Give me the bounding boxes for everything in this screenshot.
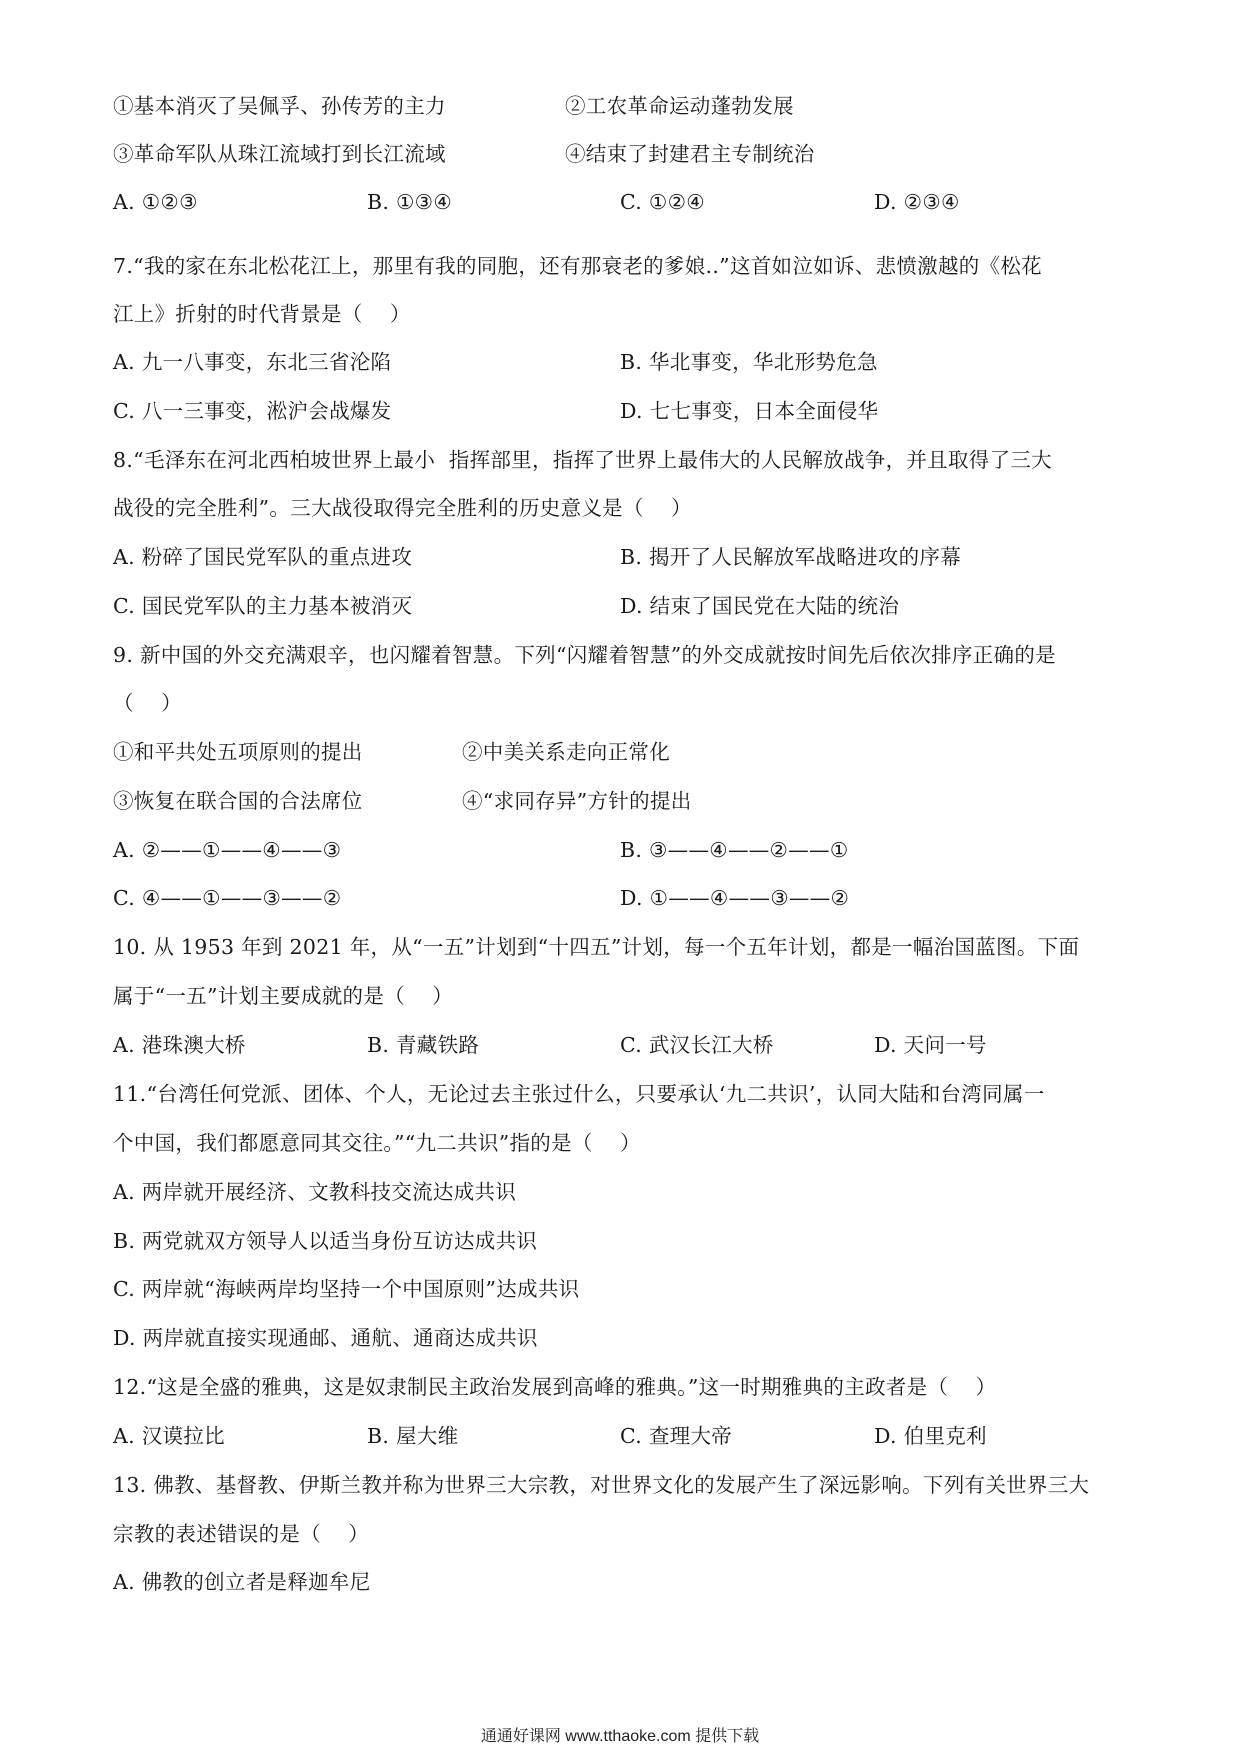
- q12-option-d: D. 伯里克利: [874, 1424, 987, 1448]
- q11-option-a: A. 两岸就开展经济、文教科技交流达成共识: [113, 1180, 517, 1204]
- q6-option-c: C. ①②④: [620, 190, 705, 214]
- q11-option-b: B. 两党就双方领导人以适当身份互访达成共识: [113, 1229, 538, 1253]
- q12-option-c: C. 查理大帝: [620, 1424, 733, 1448]
- q8-option-a: A. 粉碎了国民党军队的重点进攻: [113, 545, 413, 569]
- q10-stem-line-2: 属于“一五”计划主要成就的是（ ）: [113, 984, 454, 1008]
- q13-stem-line-1: 13. 佛教、基督教、伊斯兰教并称为世界三大宗教，对世界文化的发展产生了深远影响。下列有关世界三大: [113, 1473, 1090, 1497]
- q7-stem-line-1: 7.“我的家在东北松花江上，那里有我的同胞，还有那衰老的爹娘..”这首如泣如诉、悲愤激越的《松花: [113, 254, 1042, 278]
- q10-option-d: D. 天问一号: [874, 1033, 987, 1057]
- q9-option-c: C. ④——①——③——②: [113, 886, 342, 910]
- q7-option-a: A. 九一八事变，东北三省沦陷: [113, 350, 392, 374]
- q8-option-d: D. 结束了国民党在大陆的统治: [620, 594, 900, 618]
- q7-option-b: B. 华北事变，华北形势危急: [620, 350, 878, 374]
- q11-option-d: D. 两岸就直接实现通邮、通航、通商达成共识: [113, 1326, 538, 1350]
- q12-option-a: A. 汉谟拉比: [113, 1424, 225, 1448]
- q9-option-b: B. ③——④——②——①: [620, 838, 849, 862]
- q7-option-d: D. 七七事变，日本全面侵华: [620, 399, 879, 423]
- q7-option-c: C. 八一三事变，淞沪会战爆发: [113, 399, 392, 423]
- q12-stem-line-1: 12.“这是全盛的雅典，这是奴隶制民主政治发展到高峰的雅典。”这一时期雅典的主政者是（ ）: [113, 1375, 997, 1399]
- q11-option-c: C. 两岸就“海峡两岸均坚持一个中国原则”达成共识: [113, 1277, 580, 1301]
- q9-statement-3: ③恢复在联合国的合法席位: [113, 789, 363, 813]
- q8-stem-line-2: 战役的完全胜利”。三大战役取得完全胜利的历史意义是（ ）: [113, 496, 692, 520]
- q10-stem-line-1: 10. 从 1953 年到 2021 年，从“一五”计划到“十四五”计划，每一个五年计划，都是一幅治国蓝图。下面: [113, 935, 1080, 959]
- q6-statement-1: ①基本消灭了吴佩孚、孙传芳的主力: [113, 94, 446, 118]
- page-footer: 通通好课网 www.tthaoke.com 提供下载: [480, 1728, 760, 1745]
- q9-statement-4: ④“求同存异”方针的提出: [462, 789, 692, 813]
- q11-stem-line-1: 11.“台湾任何党派、团体、个人，无论过去主张过什么，只要承认‘九二共识’，认同大陆和台湾同属一: [113, 1082, 1045, 1106]
- q11-stem-line-2: 个中国，我们都愿意同其交往。”“九二共识”指的是（ ）: [113, 1131, 641, 1155]
- q13-option-a: A. 佛教的创立者是释迦牟尼: [113, 1570, 371, 1594]
- q9-statement-2: ②中美关系走向正常化: [462, 740, 670, 764]
- q10-option-b: B. 青藏铁路: [367, 1033, 480, 1057]
- q10-option-c: C. 武汉长江大桥: [620, 1033, 774, 1057]
- q6-option-a: A. ①②③: [113, 190, 198, 214]
- q7-stem-line-2: 江上》折射的时代背景是（ ）: [113, 302, 411, 326]
- q6-statement-2: ②工农革命运动蓬勃发展: [565, 94, 794, 118]
- q8-option-c: C. 国民党军队的主力基本被消灭: [113, 594, 413, 618]
- q10-option-a: A. 港珠澳大桥: [113, 1033, 246, 1057]
- q9-option-d: D. ①——④——③——②: [620, 886, 850, 910]
- q8-option-b: B. 揭开了人民解放军战略进攻的序幕: [620, 545, 961, 569]
- q13-stem-line-2: 宗教的表述错误的是（ ）: [113, 1522, 370, 1546]
- q6-statement-4: ④结束了封建君主专制统治: [565, 142, 815, 166]
- q9-statement-1: ①和平共处五项原则的提出: [113, 740, 363, 764]
- q6-option-b: B. ①③④: [367, 190, 453, 214]
- q9-stem-line-1: 9. 新中国的外交充满艰辛，也闪耀着智慧。下列“闪耀着智慧”的外交成就按时间先后依次排序正确的是: [113, 643, 1056, 667]
- q8-stem-line-1: 8.“毛泽东在河北西柏坡世界上最小 指挥部里，指挥了世界上最伟大的人民解放战争，并且取得了三大: [113, 448, 1052, 472]
- q6-option-d: D. ②③④: [874, 190, 960, 214]
- q6-statement-3: ③革命军队从珠江流域打到长江流域: [113, 142, 446, 166]
- q12-option-b: B. 屋大维: [367, 1424, 459, 1448]
- q9-stem-line-2: （ ）: [113, 691, 182, 715]
- q9-option-a: A. ②——①——④——③: [113, 838, 342, 862]
